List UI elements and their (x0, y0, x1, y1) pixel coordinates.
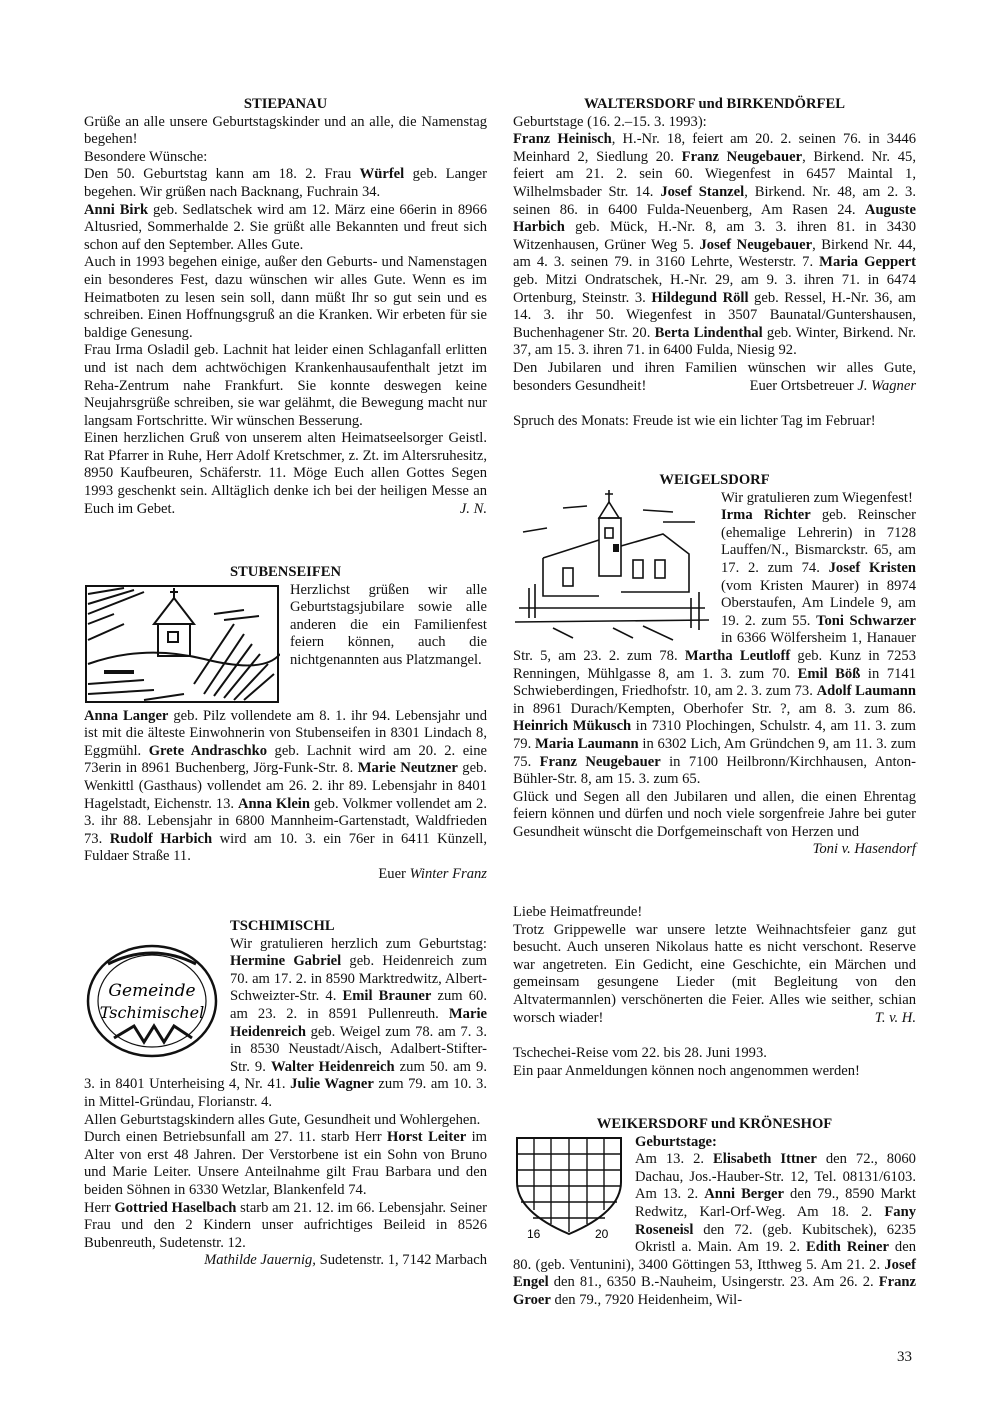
paragraph: Allen Geburtstagskindern alles Gute, Gesundheit und Wohlergehen. (84, 1111, 481, 1128)
subtitle: Geburtstage: (635, 1133, 717, 1150)
signature: T. v. H. (874, 1009, 916, 1026)
paragraph: Anni Birk geb. Sedlatschek wird am 12. März eine 66erin in 8966 Altusried, Sommerhalde 2. Sie grüßt alle Bekannten und freut sich schon auf den September. Alles Gute. (84, 201, 488, 253)
paragraph: Am 13. 2. Elisabeth Ittner den 72., 8060 Dachau, Jos.-Hauber-Str. 12, Tel. 08131/6103. Am 13. 2. Anni Berger den 79., 8590 Markt Redwitz, Karl-Orf-Weg. Am 18. 2. Fany Roseneisl den 72. (geb. Kubitschek), 6235 Okristl a. Main. Am 19. 2. Edith Reiner den 80. (geb. Ventunini), 3400 Göttingen 53, Itthweg 5. Am 21. 2. Josef Engel den 81., 6350 B.-Nauheim, Usingerstr. 23. Am 26. 2. Franz Groer den 79., 7920 Heidenheim, Wil- (513, 1151, 916, 1308)
signature: J. N. (459, 500, 487, 517)
section-title: WALTERSDORF und BIRKENDÖRFEL (584, 96, 845, 112)
paragraph: Wir gratulieren herzlich zum Geburtstag: Hermine Gabriel geb. Heidenreich zum 70. am 17. 2. in 8590 Marktredwitz, Albert-Schweizter-Str. 4. Emil Brauner zum 60. am 23. 2. in 8591 Pullenreuth. Marie Heidenreich geb. Weigel zum 78. am 7. 3. in 8530 Neustadt/Aisch, Adalbert-Stifter-Str. 9. Walter Heidenreich zum 50. am 9. 3. in 8401 Unterheising 4, Nr. 41. Julie Wagner zum 79. am 10. 3. in Mittel-Gründau, Florianstr. 4. (84, 935, 487, 1110)
spruch-des-monats: Spruch des Monats: Freude ist wie ein lichter Tag im Februar! (513, 413, 876, 430)
section-title: WEIKERSDORF und KRÖNESHOF (596, 1116, 833, 1132)
paragraph: Glück und Segen all den Jubilaren und allen, die einen Ehrentag feiern können und dürfen und noch viele sorgenfreie Jahre bei guter Gesundheit wünscht die Dorfgemeinschaft von Herzen und (513, 788, 916, 840)
paragraph: Den Jubilaren und ihren Familien wünschen wir alles Gute, besonders Gesundheit! Euer Ortsbetreuer J. Wagner (513, 359, 916, 394)
section-weigelsdorf (513, 472, 916, 859)
paragraph: Herzlichst grüßen wir alle Geburtstagsjubilare sowie alle anderen die ein Familienfest feiern können, auch die nichtgenannten aus Platzmangel. (290, 581, 487, 668)
shield-year-right: 20 (595, 1226, 609, 1240)
section-weikersdorf (513, 1116, 916, 1310)
section-title: STUBENSEIFEN (229, 564, 342, 580)
section-waltersdorf (513, 96, 916, 431)
section-title: STIEPANAU (243, 96, 328, 112)
paragraph: Anna Langer geb. Pilz vollendete am 8. 1. ihr 94. Lebensjahr und ist mit die älteste Einwohnerin von Stubenseifen in 8301 Lindach 8, Eggmühl. Grete Andraschko geb. Lachnit wird am 20. 2. eine 73erin in 8961 Buchenberg, Jörg-Funk-Str. 8. Marie Neutzner geb. Wenkittl (Gasthaus) vollendet am 26. 2. ihr 89. Lebensjahr in 8401 Hagelstadt, Eichenstr. 13. Anna Klein geb. Volkmer vollendet am 2. 3. ihr 88. Lebensjahr in 6800 Mannheim-Gartenstadt, Waldfrieden 73. Rudolf Harbich wird am 10. 3. ein 76er in 6411 Künzell, Fuldaer Straße 11. (84, 707, 487, 865)
paragraph: Besondere Wünsche: (84, 148, 208, 165)
section-stubenseifen (84, 564, 487, 884)
reise-note: Ein paar Anmeldungen können noch angenommen werden! (513, 1062, 860, 1079)
signature: Euer Ortsbetreuer J. Wagner (749, 377, 916, 394)
paragraph: Einen herzlichen Gruß von unserem alten Heimatseelsorger Geistl. Rat Pfarrer in Ruhe, Herr Adolf Kretschmer, z. Zt. im Altersruhesitz, 8950 Kaufbeuren, Schäferstr. 11. Möge Euch allen Gottes Segen 1993 geschenkt sein. Alltäglich denke ich bei der heiligen Messe an Euch im Gebet. J. N. (84, 430, 487, 517)
gemeinde-seal (84, 942, 220, 1060)
village-church-drawing (84, 584, 280, 704)
paragraph: Irma Richter geb. Reinscher (ehemalige Lehrerin) in 7128 Lauffen/N., Bismarckstr. 65, am 17. 2. zum 74. Josef Kristen (vom Kristen Maurer) in 8974 Oberstaufen, Am Lindele 9, am 19. 2. zum 55. Toni Schwarzer in 6366 Wölfersheim 1, Hanauer Str. 5, am 23. 2. zum 78. Martha Leutloff geb. Kunz in 7253 Renningen, Mühlgasse 8, am 1. 3. zum 70. Emil Böß in 7141 Schwieberdingen, Friedhofstr. 10, am 2. 3. zum 73. Adolf Laumann in 8961 Durach/Kempten, Oberhofer Str. ?, am 8. 3. zum 86. Heinrich Mükusch in 7310 Plochingen, Schulstr. 4, am 11. 3. zum 79. Maria Laumann in 6302 Lich, Am Gründchen 9, am 11. 3. zum 75. Franz Neugebauer in 7100 Heilbronn/Kirchhausen, Anton-Bühler-Str. 8, am 15. 3. zum 65. (513, 507, 917, 788)
paragraph: Frau Irma Osladil geb. Lachnit hat leider einen Schlaganfall erlitten und ist nach dem achtwöchigen Krankenhausaufenthalt jetzt im Reha-Zentrum nahe Frankfurt. Sie konnte deswegen keine Neujahrsgrüße schreiben, sie war gelähmt, die Bewegung macht nur langsam Fortschritte. Wir wünschen Besserung. (84, 342, 487, 429)
weigelsdorf-church-drawing (513, 488, 711, 644)
reise-note: Tschechei-Reise vom 22. bis 28. Juni 1993. (513, 1045, 767, 1062)
section-tschimischl (84, 918, 487, 1270)
signature: Mathilde Jauernig, Sudetenstr. 1, 7142 Marbach (204, 1252, 487, 1269)
section-heimatfreunde (513, 904, 916, 1080)
paragraph: Trotz Grippewelle war unsere letzte Weihnachtsfeier ganz gut besucht. Auch unseren Nikolaus hatte es nicht verschont. Reserve war angetreten. Ein Gedicht, eine Geschichte, ein Märchen und gemeinsam gesungene Lieder (mit Begleitung von den Altvatermannlen) verschönerten die Feier. Alles wie seither, schian worsch wiader! T. v. H. (513, 921, 916, 1026)
page-number: 33 (897, 1349, 912, 1365)
paragraph: Wir gratulieren zum Wiegenfest! (721, 489, 913, 506)
paragraph: Geburtstage (16. 2.–15. 3. 1993): (513, 113, 707, 130)
paragraph: Franz Heinisch, H.-Nr. 18, feiert am 20. 2. seinen 76. in 3446 Meinhard 2, Siedlung 20. Franz Neugebauer, Birkend. Nr. 45, feiert am 21. 2. sein 60. Wiegenfest in 6457 Maintal 1, Wilhelmsbader Str. 14. Josef Stanzel, Birkend. Nr. 48, am 2. 3. seinen 86. in 6400 Fulda-Neuenberg, Am Rasen 24. Auguste Harbich geb. Mück, H.-Nr. 8, am 3. 3. ihren 81. in 3430 Witzenhausen, Grüner Weg 5. Josef Neugebauer, Birkend Nr. 44, am 4. 3. seinen 79. in 3160 Lehrte, Westerstr. 7. Maria Geppert geb. Mitzi Ondratschek, H.-Nr. 29, am 9. 3. ihren 71. in 6474 Ortenburg, Steinstr. 3. Hildegund Röll geb. Ressel, H.-Nr. 36, am 14. 3. ihr 50. Wiegenfest in 3507 Baunatal/Guntershausen, Buchenhagener Str. 20. Berta Lindenthal geb. Winter, Birkend. Nr. 37, am 15. 3. ihren 71. in 6400 Fulda, Niesig 92. (513, 131, 917, 359)
paragraph: Durch einen Betriebsunfall am 27. 11. starb Herr Horst Leiter im Alter von erst 48 Jahren. Der Verstorbene ist ein Sohn von Bruno und Marie Leiter. Unsere Anteilnahme gilt Frau Barbara und den beiden Söhnen in 6330 Wetzlar, Blankenfeld 74. (84, 1129, 487, 1198)
section-title: TSCHIMISCHL (230, 918, 335, 934)
paragraph: Herr Gottried Haselbach starb am 21. 12. im 66. Lebensjahr. Seiner Frau und den 2 Kindern unser aufrichtiges Beileid in 8526 Bubenreuth, Sudetenstr. 12. (84, 1199, 487, 1251)
seal-text-line1: Gemeinde (108, 980, 196, 1001)
signature: Euer Winter Franz (378, 865, 487, 882)
paragraph: Den 50. Geburtstag kann am 18. 2. Frau Würfel geb. Langer begehen. Wir grüßen nach Backnang, Fuchrain 34. (84, 166, 487, 200)
paragraph: Grüße an alle unsere Geburtstagskinder und an alle, die Namenstag begehen! (84, 113, 487, 148)
section-title: WEIGELSDORF (659, 472, 770, 488)
coat-of-arms-shield (513, 1134, 625, 1240)
shield-year-left: 16 (527, 1226, 541, 1240)
signature: Toni v. Hasendorf (812, 841, 916, 858)
section-stiepanau (84, 96, 487, 518)
seal-text-line2: Tschimischel (99, 1002, 205, 1022)
greeting: Liebe Heimatfreunde! (513, 904, 643, 920)
paragraph: Auch in 1993 begehen einige, außer den Geburts- und Namenstagen ein besonderes Fest, dazu wünschen wir alles Gute. Wenn es im Heimatboten zu lesen sein soll, dann müßt Ihr so gut sein und es schreiben. Einen Hoffnungsgruß an die Kranken. Wir erbeten für sie baldige Genesung. (84, 254, 487, 341)
